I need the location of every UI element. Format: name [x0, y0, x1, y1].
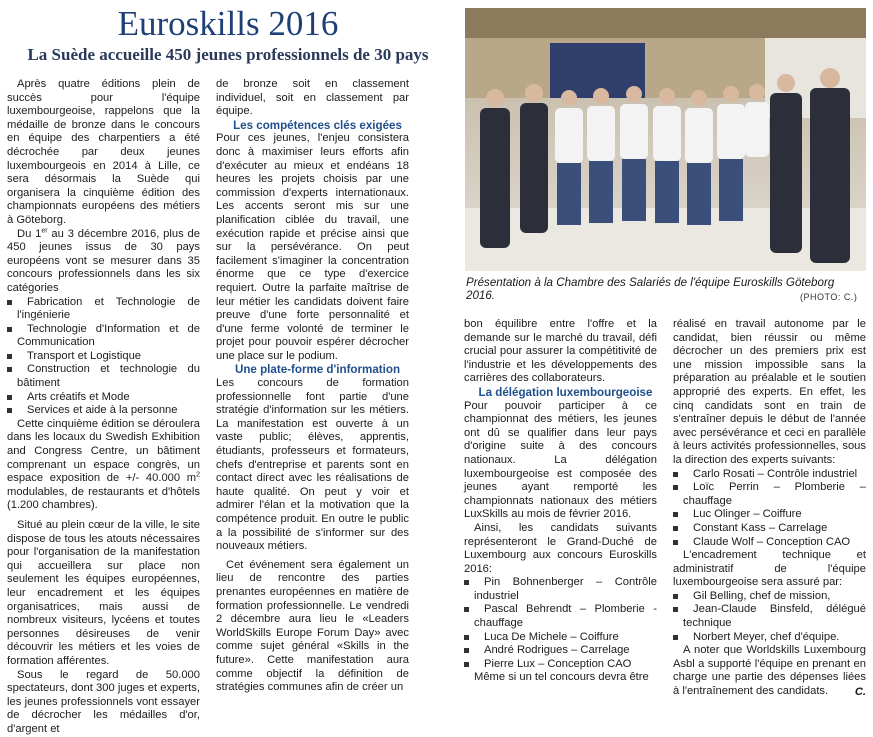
paragraph: bon équilibre entre l'offre et la demande sur le marché du travail, défi crucial pour assurer la compétitivité de l'industrie et les développements des carrières des collaborateurs. [464, 318, 657, 385]
paragraph: Les concours de formation professionnelle font partie d'une stratégie d'information sur les métiers. La manifestation est ouverte à un vaste public; élèves, apprentis, étudiants, professeurs et formateurs, chefs d'entreprise et parents sont en contact direct avec les réalisations de haute qualité. On peut y voir et admirer l'élan et la motivation que la compétence produit. En outre le public a la possibilité de s'informer sur des nouveaux métiers. [216, 377, 409, 553]
paragraph: L'encadrement technique et administratif de l'équipe luxembourgeoise sera assuré par: [673, 549, 866, 589]
section-heading: Une plate-forme d'information [234, 363, 401, 377]
team-photo [465, 8, 866, 271]
signature: C. [854, 685, 866, 698]
column-4 [673, 318, 866, 699]
paragraph: Sous le regard de 50.000 spectateurs, dont 300 juges et experts, les jeunes professionnels vont essayer de décrocher les médailles d'or, d'argent et [7, 668, 200, 735]
paragraph: Même si un tel concours devra être [474, 671, 649, 684]
section-heading: Les compétences clés exigées [233, 118, 402, 132]
paragraph: réalisé en travail autonome par le candidat, bien réussir ou même décrocher un des premiers prix est une mission impossible sans la préparation au préalable et le soutien approprié des experts. En effet, les cinq candidats sont en train de s'entraîner depuis le début de l'année avec persévérance et ceci en parallèle à leurs activités professionnelles, sous la direction des experts suivants: [673, 318, 866, 466]
expert-item: Loïc Perrin – Plomberie – chauffage [673, 481, 866, 508]
column-3 [464, 318, 657, 685]
section-heading: La délégation luxembourgeoise [478, 385, 653, 399]
candidate-item: André Rodrigues – Carrelage [464, 644, 657, 658]
paragraph: Ainsi, les candidats suivants représenteront le Grand-Duché de Luxembourg aux concours Euroskills 2016: [464, 521, 657, 575]
paragraph: A noter que Worldskills Luxembourg Asbl a supporté l'équipe en prenant en charge une partie des dépenses liées à l'entraînement des candidats. [673, 644, 866, 698]
category-item: Fabrication et Technologie de l'ingénierie [7, 296, 200, 323]
paragraph: Cette cinquième édition se déroulera dans les locaux du Swedish Exhibition and Congress Centre, un bâtiment comprenant un espace congrès, un espace exposition de +/- 40.000 $m^2$ modulables, de restaurants et d'hôtels (1.200 chambres). [7, 417, 200, 512]
paragraph: Pour ces jeunes, l'enjeu consistera donc à maximiser leurs efforts afin d'exécuter au mieux et endéans 18 heures les projets choisis par une commission d'experts internationaux. Les accents seront mis sur une planification ciblée du travail, une exécution rapide et précise ainsi que sur la persévérance. On peut facilement s'imaginer la concentration énorme que ce type d'exercice requiert. Outre la parfaite maîtrise de leur métier les candidats doivent faire preuve d'une forte personnalité et d'une ferme volonté de terminer le projet pour pouvoir espérer décrocher une place sur le podium. [216, 132, 409, 362]
staff-item: Jean-Claude Binsfeld, délégué technique [673, 603, 866, 630]
column-2 [216, 78, 409, 695]
staff-item: Norbert Meyer, chef d'équipe. [673, 631, 866, 645]
category-item: Construction et technologie du bâtiment [7, 363, 200, 390]
team-photo-illustration [465, 8, 866, 271]
article-title: Euroskills 2016 [117, 4, 339, 43]
expert-item: Carlo Rosati – Contrôle industriel [673, 468, 866, 482]
paragraph: Situé au plein cœur de la ville, le site dispose de tous les atouts nécessaires pour l'organisation de la manifestation qui accueillera sur place non seulement les équipes européennes, leur encadrement et les équipes organisatrices, mais aussi de nombreux visiteurs, lycéens et toutes personnes désireuses de venir découvrir les métiers et les voies de formation afférentes. [7, 519, 200, 667]
photo-credit: (PHOTO: C.) [800, 292, 858, 302]
photo-caption: Présentation à la Chambre des Salariés de l'équipe Euroskills Göteborg 2016. [466, 276, 835, 302]
paragraph: Pour pouvoir participer à ce championnat des métiers, les jeunes ont dû se qualifier dans leur pays d'origine suite à des concours nationaux. La délégation luxembourgeoise est composée des jeunes ayant remporté les championnats nationaux des métiers LuxSkills au mois de février 2016. [464, 399, 657, 521]
category-item: Technologie d'Information et de Communication [7, 323, 200, 350]
candidate-item: Pascal Behrendt – Plomberie - chauffage [464, 603, 657, 630]
paragraph: Cet événement sera également un lieu de rencontre des parties prenantes européennes en matière de formation professionnelle. Le vendredi 2 décembre aura lieu le «Leaders WorldSkills Europe Forum Day» avec comme sujet général «Skills in the future». Cette manifestation aura comme objectif la définition de stratégies communes afin de créer un [216, 558, 409, 694]
article-subtitle: La Suède accueille 450 jeunes professionnels de 30 pays [27, 45, 429, 64]
category-item: Services et aide à la personne [7, 404, 200, 418]
paragraph: Du 1er au 3 décembre 2016, plus de 450 jeunes issus de 30 pays européens vont se mesurer dans 35 concours professionnels dans les six catégories [7, 226, 200, 294]
category-item: Arts créatifs et Mode [7, 391, 200, 405]
expert-item: Claude Wolf – Conception CAO [673, 536, 866, 550]
column-1 [7, 78, 200, 737]
expert-item: Constant Kass – Carrelage [673, 522, 866, 536]
staff-item: Gil Belling, chef de mission, [673, 590, 866, 604]
candidate-item: Pierre Lux – Conception CAO [464, 658, 657, 672]
candidate-item: Luca De Michele – Coiffure [464, 631, 657, 645]
paragraph: de bronze soit en classement individuel, soit en classement par équipe. [216, 78, 409, 118]
expert-item: Luc Olinger – Coiffure [673, 508, 866, 522]
category-item: Transport et Logistique [7, 350, 200, 364]
candidate-item: Pin Bohnenberger – Contrôle industriel [464, 576, 657, 603]
paragraph: Après quatre éditions plein de succès pour l'équipe luxembourgeoise, rappelons que la médaille de bronze dans le concours en équipe des charpentiers a été décrochée par deux jeunes luxembourgeois en 2014 à Lille, ce sera désormais la Suède qui organisera la cinquième édition des championnats européens des métiers à Göteborg. [7, 78, 200, 226]
